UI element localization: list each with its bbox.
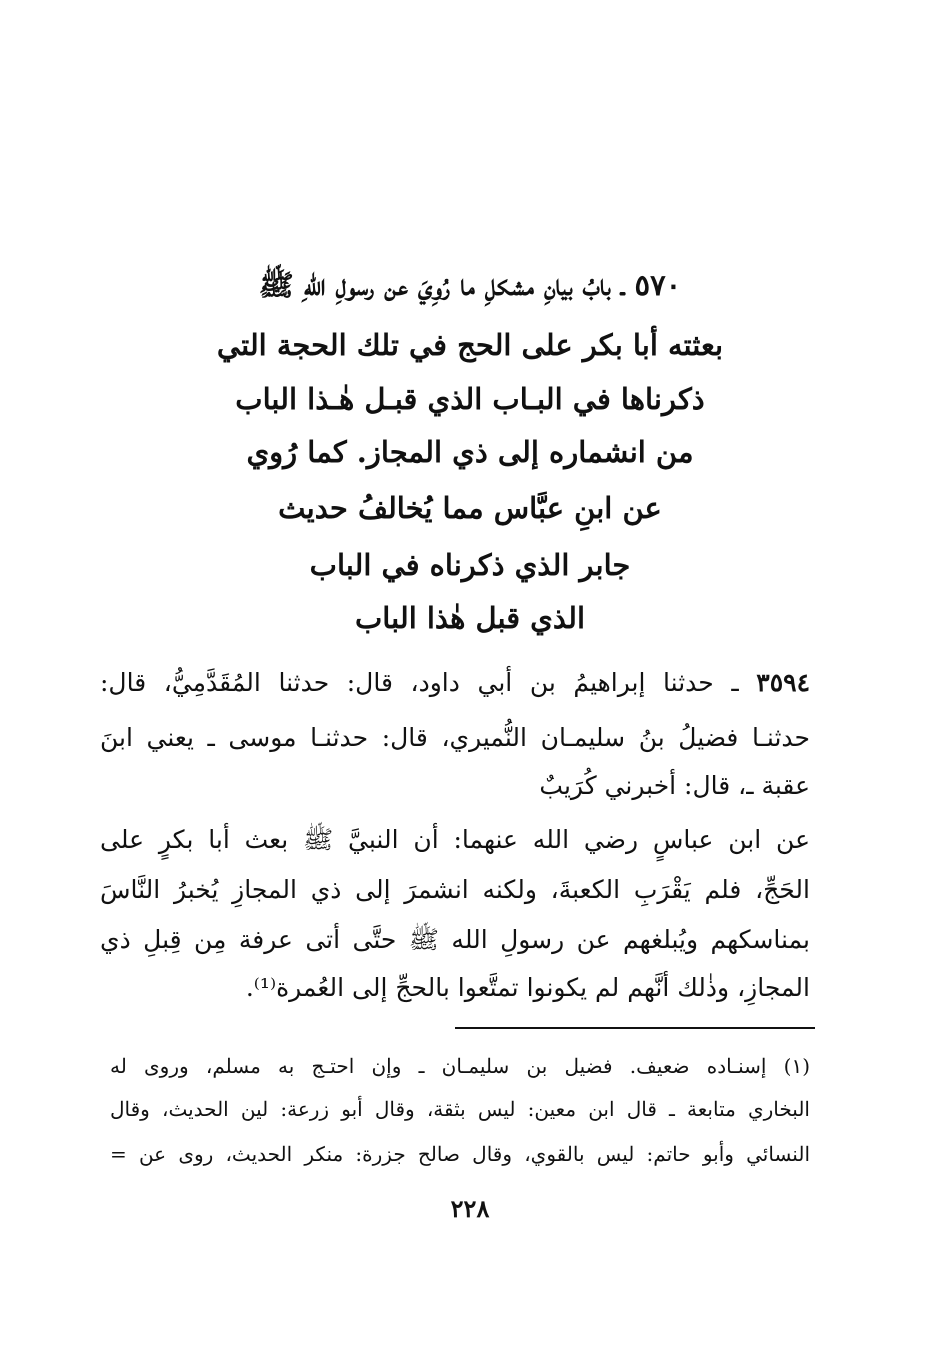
isnad-line-1 <box>100 663 810 703</box>
chapter-heading-line-6: جابر الذي ذكرناه في الباب <box>309 548 631 582</box>
matn-line-2: الحَجِّ، فلم يَقْرَبِ الكعبةَ، ولكنه انشمرَ إلى ذي المجازِ يُخبرُ النَّاسَ <box>100 875 810 904</box>
page-number: ٢٢٨ <box>450 1194 490 1223</box>
isnad-line-3: عقبة ـ، قال: أخبرني كُرَيبٌ <box>539 771 810 800</box>
matn-line-4: المجازِ، وذٰلك أنَّهم لم يكونوا تمتَّعوا بالحجِّ إلى العُمرة⁽¹⁾. <box>245 973 810 1002</box>
footnote-separator <box>455 1027 815 1029</box>
footnote-line-3: النسائي وأبو حاتم: ليس بالقوي، وقال صالح جزرة: منكر الحديث، روى عن = <box>110 1142 810 1166</box>
chapter-heading-line-2: بعثته أبا بكر على الحج في تلك الحجة التي <box>216 328 724 362</box>
isnad-line-1-text: ـ حدثنا إبراهيمُ بن أبي داود، قال: حدثنا المُقَدَّمِيُّ، قال: <box>100 668 757 697</box>
hadith-number: ٣٥٩٤ <box>756 668 810 697</box>
footnote-line-2: البخاري متابعة ـ قال ابن معين: ليس بثقة، وقال أبو زرعة: لين الحديث، وقال <box>110 1097 810 1121</box>
chapter-heading-line-4: من انشماره إلى ذي المجاز. كما رُوي <box>246 435 694 469</box>
matn-line-3: بمناسكهم ويُبلغهم عن رسولِ الله ﷺ حتَّى أتى عرفة مِن قِبلِ ذي <box>100 925 810 954</box>
matn-line-1: عن ابن عباسٍ رضي الله عنهما: أن النبيَّ ﷺ بعث أبا بكرٍ على <box>100 825 810 854</box>
chapter-heading-line-1: ٥٧٠ ـ بابُ بيانِ مشكلِ ما رُوِيَ عن رسولِ اللهِ ﷺ <box>258 268 682 302</box>
footnote-line-1: (١) إسنـاده ضعيف. فضيل بن سليمـان ـ وإن احتـج به مسلم، وروى له <box>110 1054 810 1078</box>
chapter-heading-line-5: عن ابنِ عبَّاس مما يُخالفُ حديث <box>278 491 662 525</box>
chapter-heading-line-3: ذكرناها في البـاب الذي قبـل هٰـذا الباب <box>235 382 705 416</box>
chapter-heading-line-7: الذي قبل هٰذا الباب <box>354 601 586 635</box>
isnad-line-2: حدثنـا فضيلُ بنُ سليمـان النُّميري، قال: حدثنـا موسى ـ يعني ابنَ <box>100 723 810 752</box>
